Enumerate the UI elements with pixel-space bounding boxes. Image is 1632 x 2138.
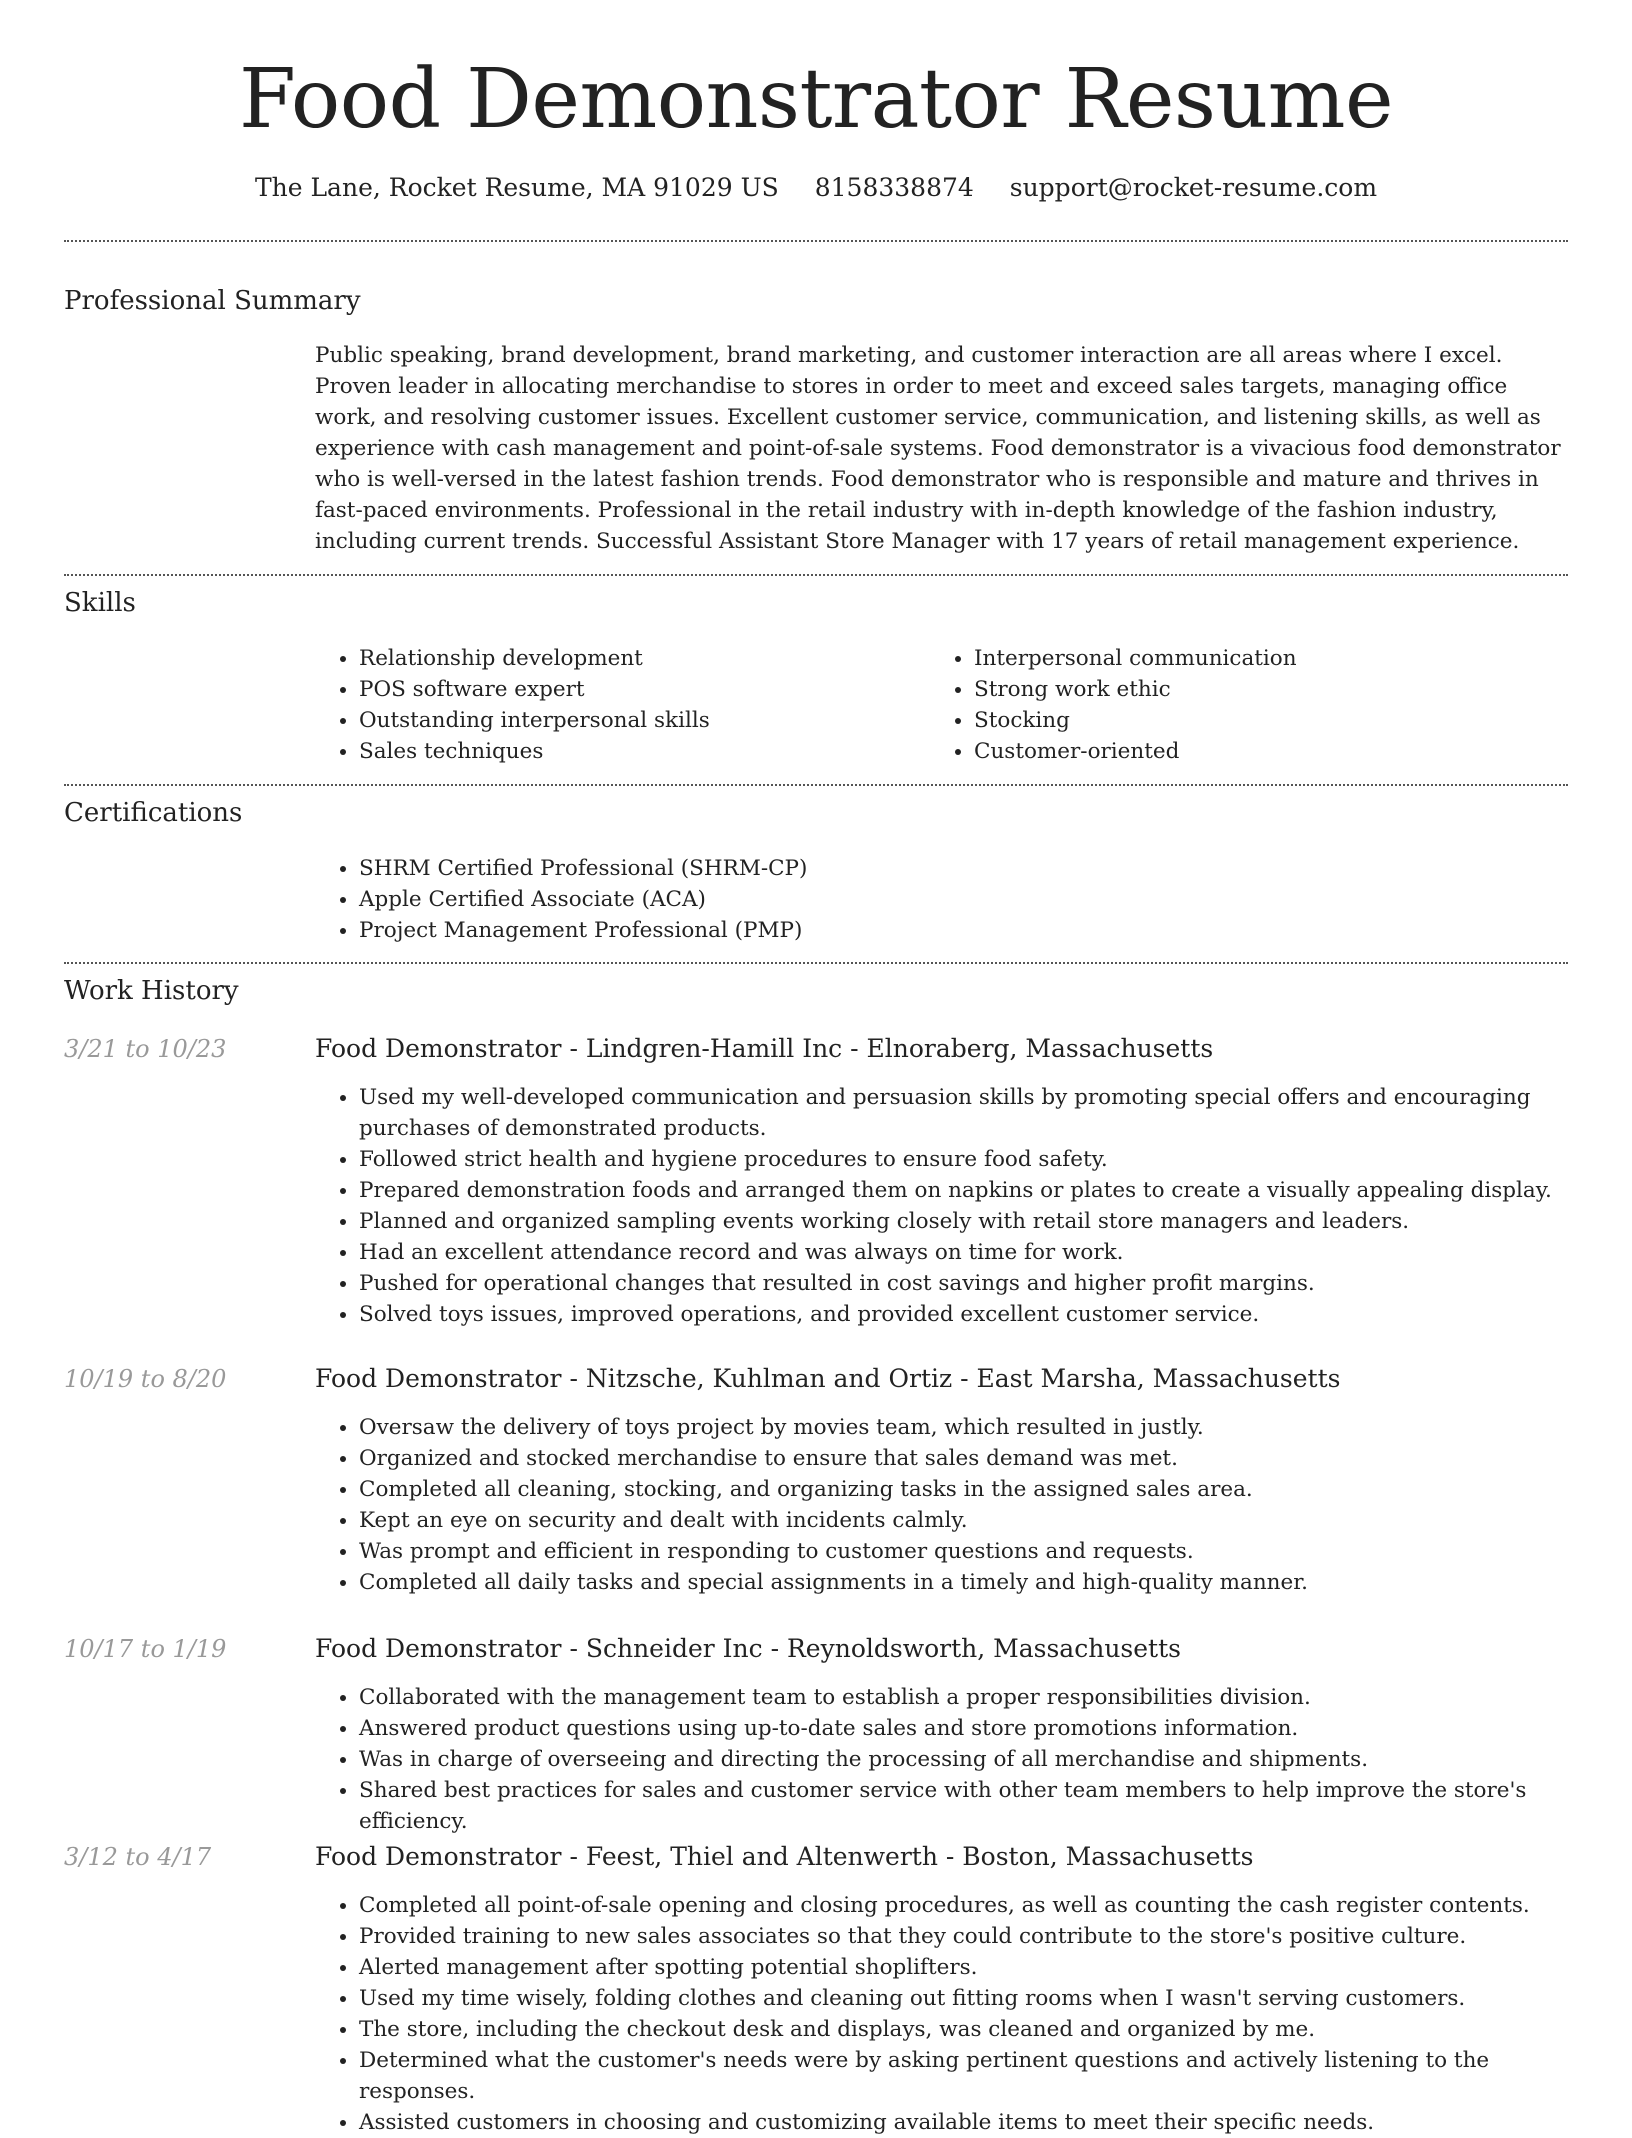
divider: [64, 240, 1568, 242]
job-bullet: • Collaborated with the management team to establish a proper responsibilities division.: [359, 1682, 1570, 1713]
job-bullet: • Used my well-developed communication and persuasion skills by promoting special offers and encouraging purchases of demonstrated products.: [359, 1082, 1570, 1144]
contact-email: support@rocket-resume.com: [1009, 173, 1378, 202]
divider: [64, 962, 1568, 964]
skills-list-right: [930, 643, 1560, 767]
job-dates: 3/21 to 10/23: [64, 1035, 227, 1063]
skill-item: • Stocking: [974, 705, 1560, 736]
job-bullet: • Oversaw the delivery of toys project by movies team, which resulted in justly.: [359, 1412, 1570, 1443]
certification-item: • Project Management Professional (PMP): [359, 915, 1565, 946]
job-bullet: • Answered product questions using up-to-date sales and store promotions information.: [359, 1713, 1570, 1744]
job-title: Food Demonstrator - Feest, Thiel and Altenwerth - Boston, Massachusetts: [315, 1842, 1254, 1871]
job-bullet: • Used my time wisely, folding clothes and cleaning out fitting rooms when I wasn't serving customers.: [359, 1983, 1570, 2014]
section-title-certifications: Certifications: [64, 798, 243, 828]
job-bullet: • Completed all point-of-sale opening and closing procedures, as well as counting the cash register contents.: [359, 1890, 1570, 1921]
certifications-list: [315, 853, 1565, 946]
job-bullet: • Completed all daily tasks and special assignments in a timely and high-quality manner.: [359, 1567, 1570, 1598]
divider: [64, 574, 1568, 576]
job-bullet: • Kept an eye on security and dealt with incidents calmly.: [359, 1505, 1570, 1536]
certification-item: • SHRM Certified Professional (SHRM-CP): [359, 853, 1565, 884]
job-bullet: • Pushed for operational changes that resulted in cost savings and higher profit margins.: [359, 1268, 1570, 1299]
section-title-work-history: Work History: [64, 976, 239, 1006]
certification-item: • Apple Certified Associate (ACA): [359, 884, 1565, 915]
job-title: Food Demonstrator - Schneider Inc - Reynoldsworth, Massachusetts: [315, 1634, 1181, 1663]
skill-item: • Interpersonal communication: [974, 643, 1560, 674]
skill-item: • Outstanding interpersonal skills: [359, 705, 915, 736]
skill-item: • POS software expert: [359, 674, 915, 705]
job-bullets: [315, 1412, 1570, 1598]
job-bullet: • The store, including the checkout desk and displays, was cleaned and organized by me.: [359, 2014, 1570, 2045]
job-dates: 10/17 to 1/19: [64, 1635, 227, 1663]
job-bullet: • Solved toys issues, improved operations, and provided excellent customer service.: [359, 1299, 1570, 1330]
job-bullet: • Completed all cleaning, stocking, and organizing tasks in the assigned sales area.: [359, 1474, 1570, 1505]
job-bullet: • Had an excellent attendance record and was always on time for work.: [359, 1237, 1570, 1268]
skill-item: • Relationship development: [359, 643, 915, 674]
skill-item: • Customer-oriented: [974, 736, 1560, 767]
job-bullet: • Planned and organized sampling events working closely with retail store managers and leaders.: [359, 1206, 1570, 1237]
job-bullet: • Prepared demonstration foods and arranged them on napkins or plates to create a visually appealing display.: [359, 1175, 1570, 1206]
job-bullet: • Provided training to new sales associates so that they could contribute to the store's positive culture.: [359, 1921, 1570, 1952]
job-bullet: • Was in charge of overseeing and directing the processing of all merchandise and shipments.: [359, 1744, 1570, 1775]
job-dates: 3/12 to 4/17: [64, 1843, 212, 1871]
job-bullet: • Shared best practices for sales and customer service with other team members to help improve the store's efficiency.: [359, 1775, 1570, 1837]
contact-line: [0, 170, 1632, 206]
section-title-skills: Skills: [64, 588, 136, 618]
job-bullet: • Followed strict health and hygiene procedures to ensure food safety.: [359, 1144, 1570, 1175]
job-dates: 10/19 to 8/20: [64, 1365, 227, 1393]
contact-address: The Lane, Rocket Resume, MA 91029 US: [254, 173, 779, 202]
job-bullets: [315, 1890, 1570, 2138]
contact-phone: 8158338874: [814, 173, 974, 202]
skill-item: • Strong work ethic: [974, 674, 1560, 705]
job-bullet: • Determined what the customer's needs were by asking pertinent questions and actively listening to the responses.: [359, 2045, 1570, 2107]
job-bullet: • Assisted customers in choosing and customizing available items to meet their specific needs.: [359, 2107, 1570, 2138]
job-bullet: • Alerted management after spotting potential shoplifters.: [359, 1952, 1570, 1983]
job-bullets: [315, 1082, 1570, 1330]
job-bullet: • Organized and stocked merchandise to ensure that sales demand was met.: [359, 1443, 1570, 1474]
job-title: Food Demonstrator - Nitzsche, Kuhlman and Ortiz - East Marsha, Massachusetts: [315, 1364, 1341, 1393]
skill-item: • Sales techniques: [359, 736, 915, 767]
job-title: Food Demonstrator - Lindgren-Hamill Inc - Elnoraberg, Massachusetts: [315, 1034, 1214, 1063]
job-bullets: [315, 1682, 1570, 1837]
summary-text: Public speaking, brand development, brand marketing, and customer interaction are all areas where I excel. Proven leader in allocating merchandise to stores in order to meet and exceed sales targets, managing office work, and resolving customer issues. Excellent customer service, communication, and listening skills, as well as experience with cash management and point-of-sale systems. Food demonstrator is a vivacious food demonstrator who is well-versed in the latest fashion trends. Food demonstrator who is responsible and mature and thrives in fast-paced environments. Professional in the retail industry with in-depth knowledge of the fashion industry, including current trends. Successful Assistant Store Manager with 17 years of retail management experience.: [315, 343, 1561, 554]
resume-title: Food Demonstrator Resume: [238, 52, 1394, 147]
skills-list-left: [315, 643, 915, 767]
section-title-summary: Professional Summary: [64, 286, 361, 316]
job-bullet: • Was prompt and efficient in responding to customer questions and requests.: [359, 1536, 1570, 1567]
divider: [64, 784, 1568, 786]
